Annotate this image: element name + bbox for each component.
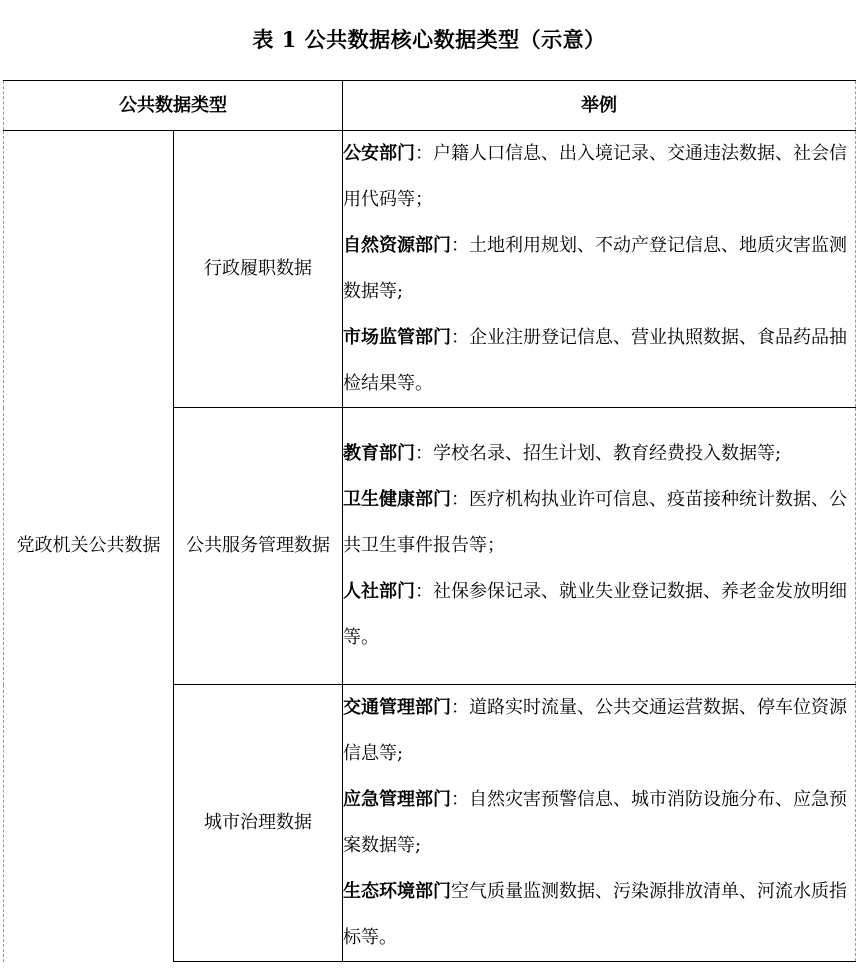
dept-separator: ： bbox=[451, 235, 469, 256]
example-item bbox=[343, 315, 855, 407]
dept-label: 应急管理部门 bbox=[343, 789, 451, 810]
header-type: 公共数据类型 bbox=[4, 81, 343, 131]
example-item bbox=[343, 431, 855, 477]
data-types-table bbox=[3, 80, 856, 962]
subtype-cell: 公共服务管理数据 bbox=[174, 408, 343, 685]
dept-label: 自然资源部门 bbox=[343, 235, 451, 256]
example-item bbox=[343, 685, 855, 777]
dept-label: 卫生健康部门 bbox=[343, 489, 451, 510]
example-text: 户籍人口信息、出入境记录、交通违法数据、社会信用代码等； bbox=[343, 143, 847, 210]
example-cell bbox=[343, 408, 856, 685]
dept-separator: ： bbox=[451, 789, 469, 810]
example-cell bbox=[343, 685, 856, 962]
example-text: 企业注册登记信息、营业执照数据、食品药品抽检结果等。 bbox=[343, 327, 847, 394]
dept-label: 市场监管部门 bbox=[343, 327, 451, 348]
header-example: 举例 bbox=[343, 81, 856, 131]
example-text: 空气质量监测数据、污染源排放清单、河流水质指标等。 bbox=[343, 881, 847, 948]
dept-separator: ： bbox=[415, 143, 433, 164]
example-text: 土地利用规划、不动产登记信息、地质灾害监测数据等; bbox=[343, 235, 847, 302]
dept-label: 教育部门 bbox=[343, 443, 415, 464]
dept-label: 公安部门 bbox=[343, 143, 415, 164]
group-cell: 党政机关公共数据 bbox=[4, 131, 174, 962]
example-text: 自然灾害预警信息、城市消防设施分布、应急预案数据等; bbox=[343, 789, 847, 856]
example-item bbox=[343, 869, 855, 961]
example-item bbox=[343, 223, 855, 315]
example-item bbox=[343, 477, 855, 569]
page-title: 表 1 公共数据核心数据类型（示意） bbox=[252, 27, 606, 52]
dept-label: 人社部门 bbox=[343, 581, 415, 602]
dept-separator: ： bbox=[415, 581, 433, 602]
dept-separator: ： bbox=[451, 327, 469, 348]
example-cell bbox=[343, 131, 856, 408]
example-item bbox=[343, 777, 855, 869]
example-item bbox=[343, 569, 855, 661]
example-text: 医疗机构执业许可信息、疫苗接种统计数据、公共卫生事件报告等； bbox=[343, 489, 847, 556]
dept-separator: ： bbox=[451, 697, 469, 718]
subtype-cell: 城市治理数据 bbox=[174, 685, 343, 962]
example-text: 道路实时流量、公共交通运营数据、停车位资源信息等; bbox=[343, 697, 847, 764]
table-row bbox=[4, 131, 856, 408]
example-text: 社保参保记录、就业失业登记数据、养老金发放明细等。 bbox=[343, 581, 847, 648]
dept-separator: ： bbox=[451, 489, 469, 510]
dept-separator: ： bbox=[415, 443, 433, 464]
subtype-cell: 行政履职数据 bbox=[174, 131, 343, 408]
example-item bbox=[343, 131, 855, 223]
dept-label: 交通管理部门 bbox=[343, 697, 451, 718]
table-header-row bbox=[4, 81, 856, 131]
example-text: 学校名录、招生计划、教育经费投入数据等; bbox=[433, 443, 782, 464]
dept-label: 生态环境部门 bbox=[343, 881, 451, 902]
